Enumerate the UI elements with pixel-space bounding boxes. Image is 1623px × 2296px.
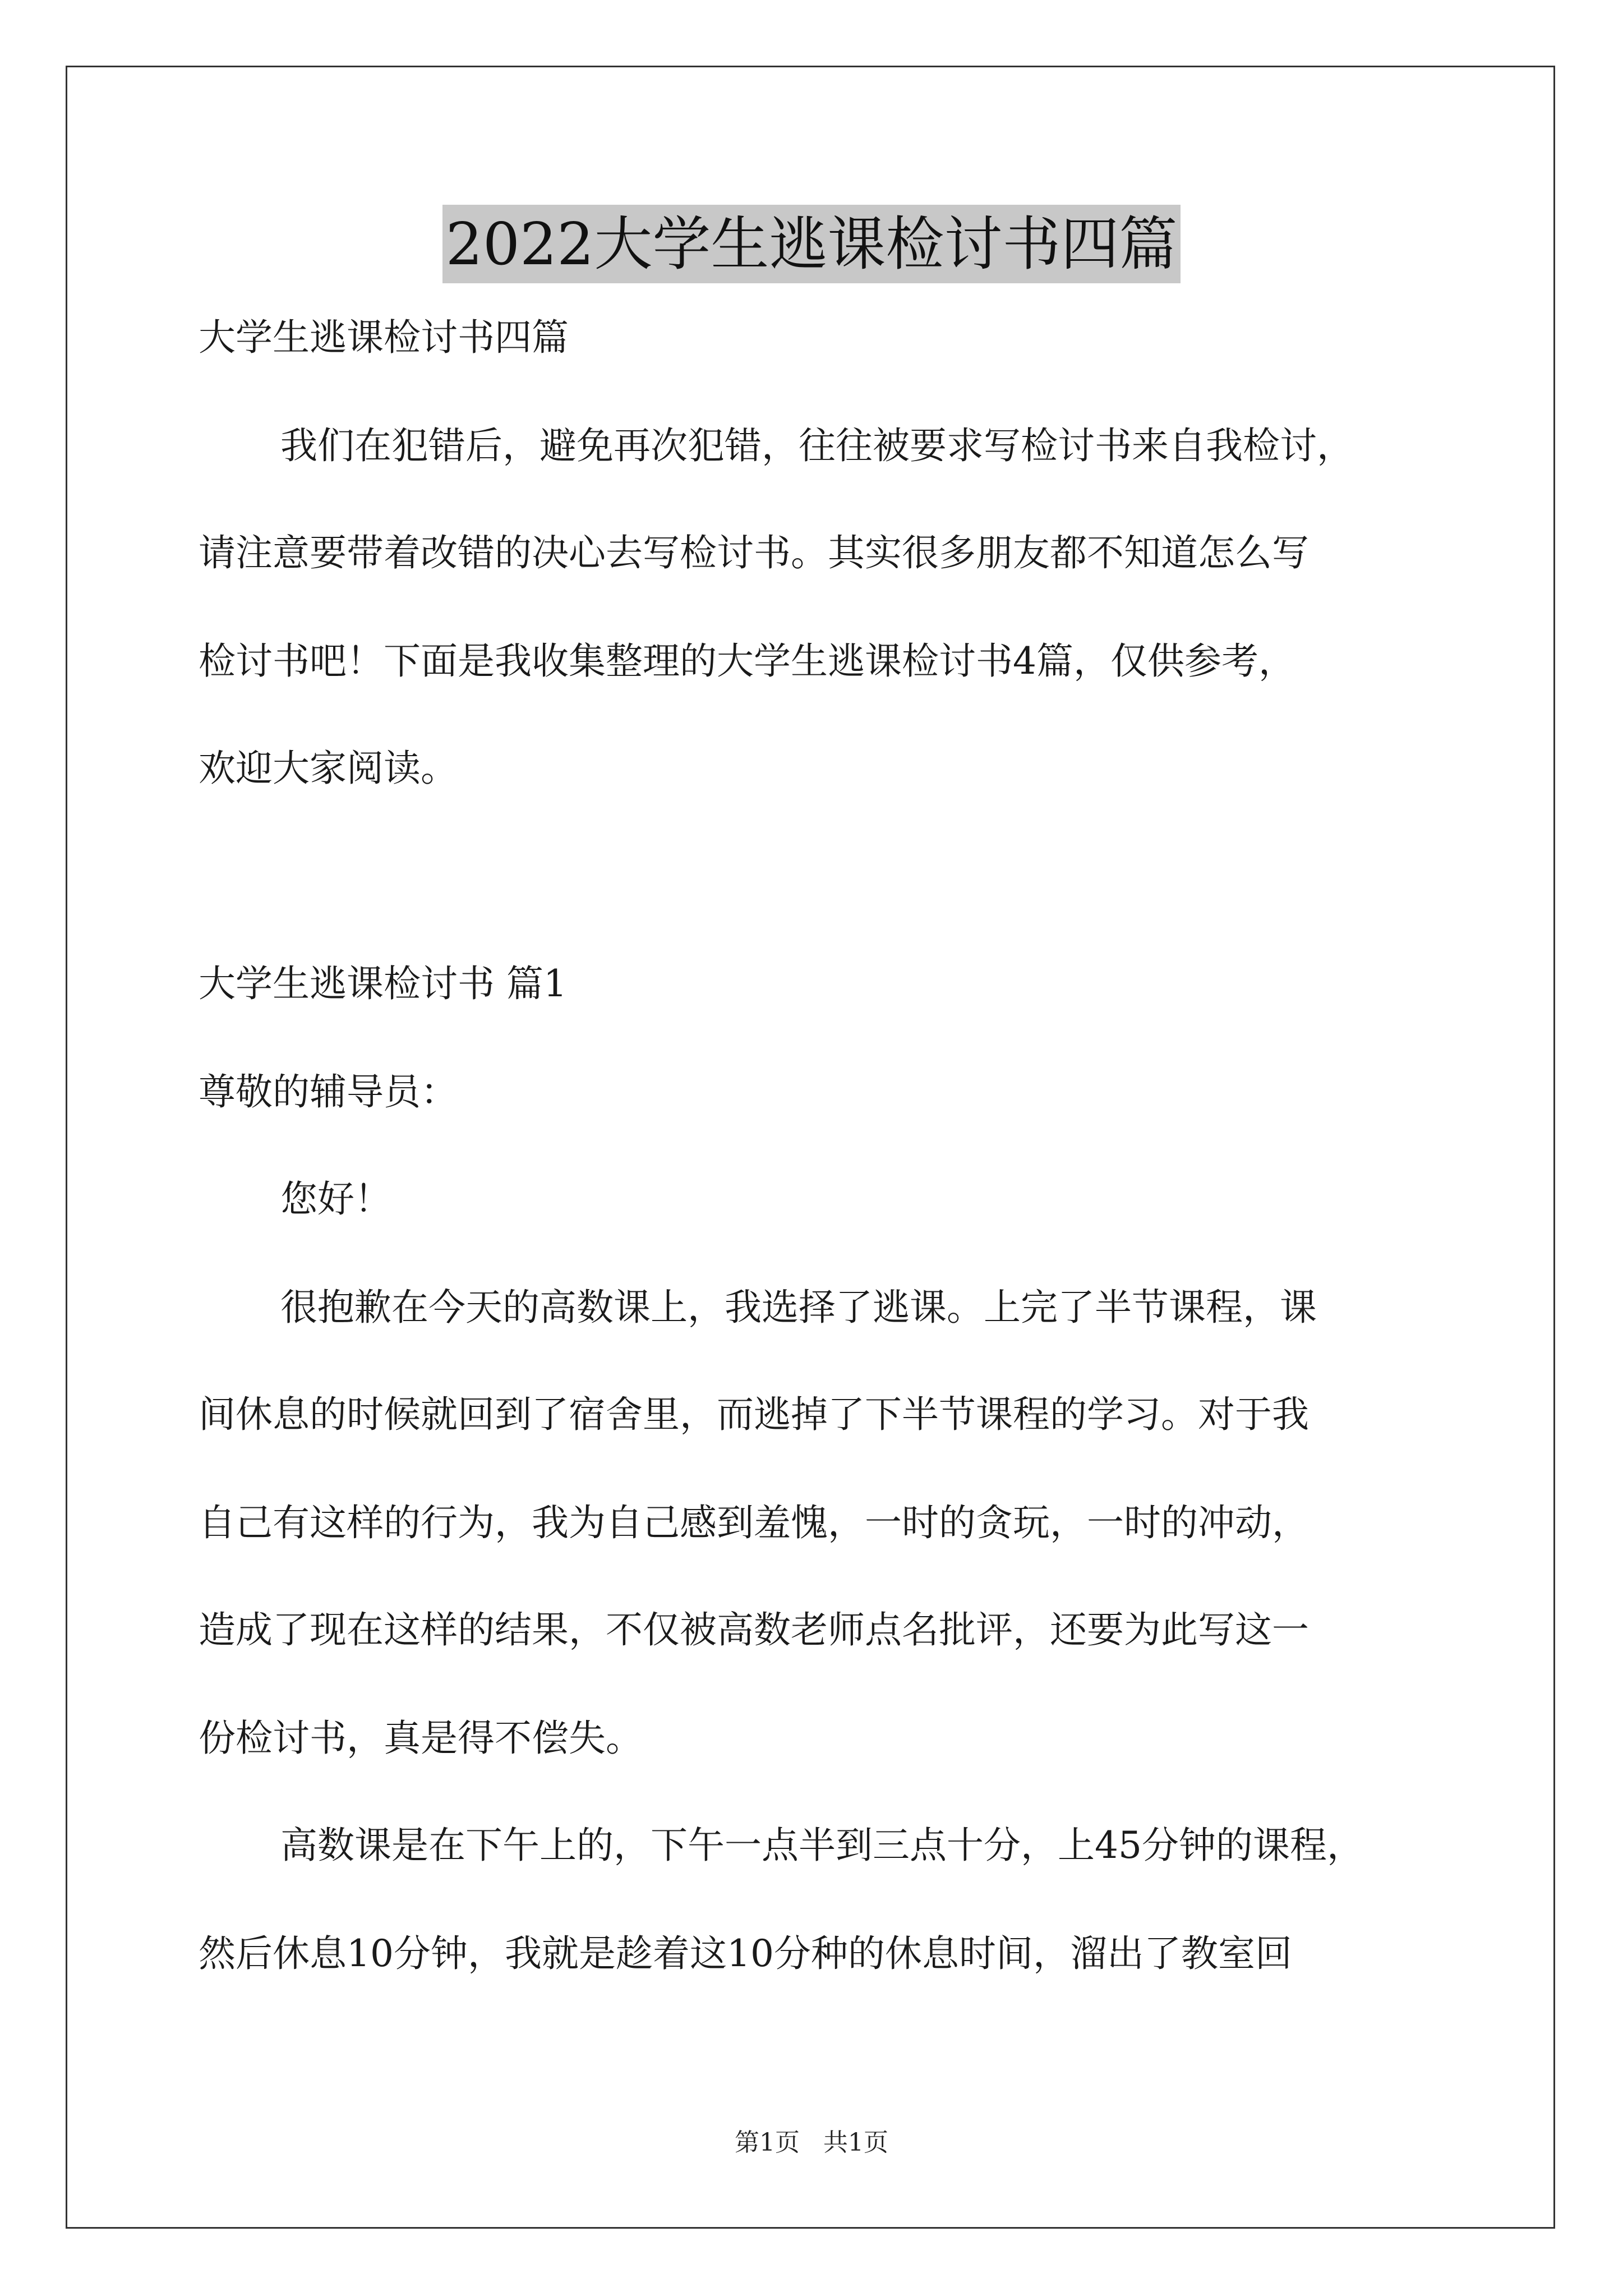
paragraph-line: 份检讨书，真是得不偿失。 bbox=[199, 1717, 643, 1760]
salutation-line: 尊敬的辅导员： bbox=[199, 1070, 458, 1114]
paragraph-line: 请注意要带着改错的决心去写检讨书。其实很多朋友都不知道怎么写 bbox=[199, 531, 1309, 574]
title-container bbox=[0, 205, 1623, 283]
section-heading: 大学生逃课检讨书 篇1 bbox=[199, 962, 567, 1005]
greeting-line: 您好！ bbox=[280, 1177, 391, 1221]
page-border bbox=[66, 66, 1555, 2229]
paragraph-line: 很抱歉在今天的高数课上，我选择了逃课。上完了半节课程，课 bbox=[280, 1286, 1317, 1329]
subtitle-line: 大学生逃课检讨书四篇 bbox=[199, 316, 569, 359]
paragraph-line: 间休息的时候就回到了宿舍里，而逃掉了下半节课程的学习。对于我 bbox=[199, 1393, 1309, 1436]
paragraph-line: 检讨书吧！下面是我收集整理的大学生逃课检讨书4篇，仅供参考， bbox=[199, 639, 1295, 683]
page-footer: 第1页 共1页 bbox=[735, 2128, 888, 2157]
paragraph-line: 高数课是在下午上的，下午一点半到三点十分，上45分钟的课程， bbox=[280, 1824, 1364, 1867]
paragraph-line: 然后休息10分钟，我就是趁着这10分种的休息时间，溜出了教室回 bbox=[199, 1932, 1292, 1975]
paragraph-line: 造成了现在这样的结果，不仅被高数老师点名批评，还要为此写这一 bbox=[199, 1608, 1309, 1651]
document-title: 2022大学生逃课检讨书四篇 bbox=[442, 205, 1181, 283]
paragraph-line: 欢迎大家阅读。 bbox=[199, 747, 458, 790]
paragraph-line: 我们在犯错后，避免再次犯错，往往被要求写检讨书来自我检讨， bbox=[280, 424, 1354, 467]
paragraph-line: 自己有这样的行为，我为自己感到羞愧，一时的贪玩，一时的冲动， bbox=[199, 1501, 1309, 1544]
